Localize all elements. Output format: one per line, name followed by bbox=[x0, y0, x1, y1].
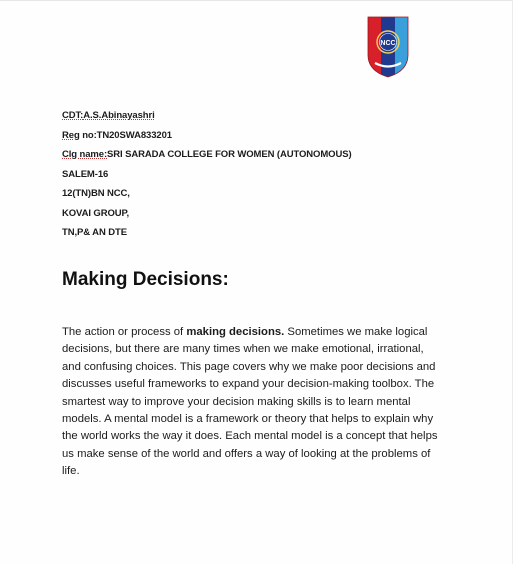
college-name-line bbox=[62, 148, 482, 161]
paragraph-line: and confusing choices. This page covers why we make poor decisions and bbox=[62, 360, 436, 373]
paragraph-line: decisions, but there are many times when we make emotional, irrational, bbox=[62, 343, 424, 356]
cadet-name-line bbox=[62, 109, 482, 122]
paragraph-line: models. A mental model is a framework or theory that helps to explain why bbox=[62, 413, 434, 426]
cadet-info bbox=[62, 109, 482, 246]
reg-label: Reg bbox=[62, 129, 80, 141]
emblem-text: NCC bbox=[380, 40, 396, 47]
reg-number-line bbox=[62, 129, 482, 142]
cadet-label: CDT: bbox=[62, 110, 84, 121]
city-line: SALEM-16 bbox=[62, 168, 109, 180]
paragraph-line: discusses useful frameworks to expand your decision-making toolbox. The bbox=[62, 378, 435, 391]
reg-number: no:TN20SWA833201 bbox=[79, 129, 172, 141]
battalion-line: 12(TN)BN NCC, bbox=[62, 188, 130, 199]
paragraph-line: The action or process of making decisions. Sometimes we make logical bbox=[62, 326, 428, 338]
directorate-line: TN,P& AN DTE bbox=[62, 227, 127, 238]
group-line: KOVAI GROUP, bbox=[62, 207, 130, 219]
ncc-emblem-logo bbox=[366, 15, 410, 79]
college-name: SRI SARADA COLLEGE FOR WOMEN (AUTONOMOUS) bbox=[107, 149, 352, 160]
paragraph-line: us make sense of the world and offers a way of looking at the problems of bbox=[62, 447, 431, 460]
paragraph-line: the world works the way it does. Each mental model is a concept that helps bbox=[62, 430, 438, 443]
bold-phrase: making decisions. bbox=[186, 326, 285, 338]
college-label: Clg name: bbox=[62, 149, 108, 160]
paragraph-line: smartest way to improve your decision making skills is to learn mental bbox=[62, 395, 411, 408]
body-paragraph bbox=[62, 324, 462, 481]
paragraph-line: life. bbox=[62, 465, 80, 478]
cadet-name: A.S.Abinayashri bbox=[83, 110, 155, 121]
page-title: Making Decisions: bbox=[62, 269, 229, 290]
